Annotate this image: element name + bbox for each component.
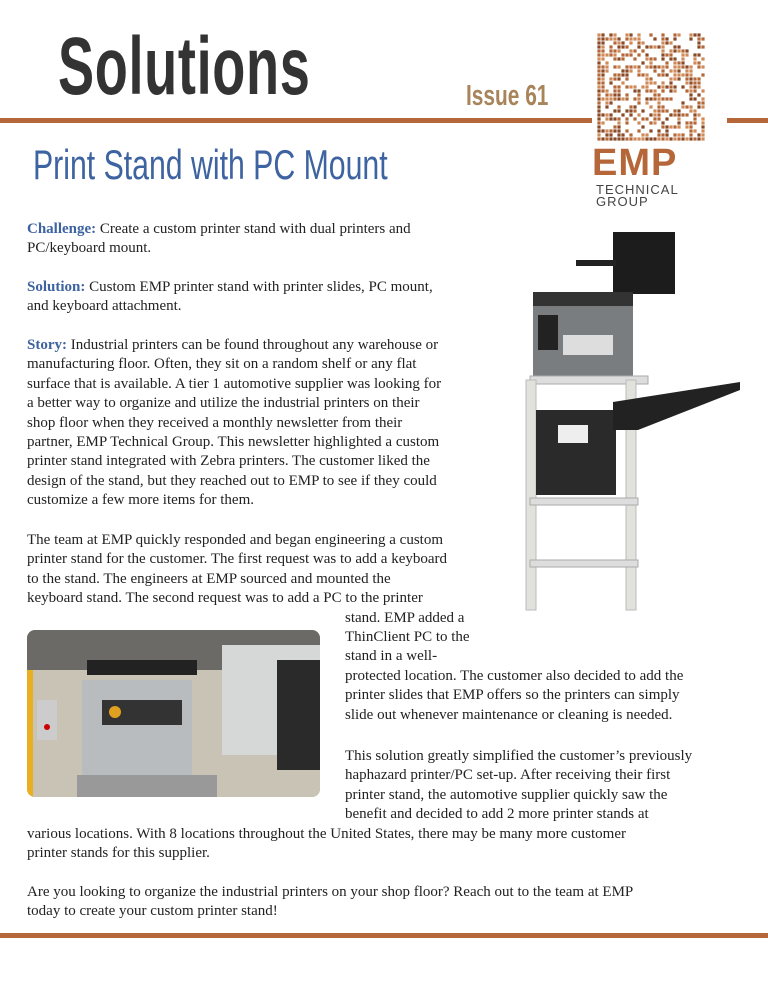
team-line: [345, 667, 683, 685]
challenge-line: [27, 239, 151, 257]
story-line: [27, 433, 439, 451]
challenge-line-text: PC/keyboard mount.: [27, 240, 152, 257]
closing-line-text: today to create your custom printer stand!: [27, 903, 278, 920]
team-line: [27, 570, 391, 588]
solution-line-text: and keyboard attachment.: [27, 298, 182, 315]
story-line-text: customize a few more items for them.: [27, 492, 255, 509]
result-line-text: haphazard printer/PC set-up. After receiving their first: [345, 767, 671, 784]
team-line-text: keyboard stand. The second request was to add a PC to the printer: [27, 590, 423, 607]
story-line: [27, 394, 420, 412]
result-line: [27, 825, 626, 843]
challenge-line-text: Create a custom printer stand with dual printers and: [99, 221, 411, 237]
logo-tagline-2: GROUP: [596, 194, 649, 209]
result-line-text: various locations. With 8 locations throughout the United States, there may be many more customer: [27, 825, 626, 842]
story-line-text: surface that is available. A tier 1 automotive supplier was looking for: [27, 375, 442, 392]
story-label: Story:: [27, 337, 67, 353]
story-line-text: printer stand integrated with Zebra printers. The customer liked the: [27, 453, 430, 470]
team-line: [345, 686, 680, 704]
story-line: [27, 355, 416, 373]
closing-line-text: Are you looking to organize the industrial printers on your shop floor? Reach out to the team at EMP: [27, 884, 634, 900]
challenge-label: Challenge:: [27, 221, 97, 237]
newsletter-title: Solutions: [58, 21, 311, 112]
logo-tagline-1: TECHNICAL: [596, 182, 679, 197]
story-line-text: design of the stand, but they reached out to EMP to see if they could: [27, 472, 437, 489]
header-divider-right: [727, 118, 768, 123]
team-line-text: to the stand. The engineers at EMP sourced and mounted the: [27, 570, 391, 587]
result-line-text: printer stand, the automotive supplier quickly saw the: [345, 786, 668, 803]
team-line-text: slide out whenever maintenance or cleaning is needed.: [345, 706, 673, 723]
solution-line-text: Custom EMP printer stand with printer slides, PC mount,: [89, 279, 433, 295]
solution-line: [27, 278, 433, 296]
result-line: [27, 844, 210, 862]
footer-divider: [0, 933, 768, 938]
story-line-text: Industrial printers can be found throughout any warehouse or: [70, 337, 439, 353]
team-line-text: The team at EMP quickly responded and began engineering a custom: [27, 532, 443, 548]
team-line: [345, 628, 470, 646]
team-line-text: stand in a well-: [345, 648, 438, 665]
result-line-text: benefit and decided to add 2 more printer stands at: [345, 806, 649, 823]
result-line: [345, 805, 649, 823]
result-line: [345, 747, 692, 765]
story-line: [27, 336, 438, 354]
team-line-text: printer slides that EMP offers so the printers can simply: [345, 687, 680, 704]
closing-line: [27, 902, 278, 920]
team-line: [345, 609, 464, 627]
result-line-text: This solution greatly simplified the customer’s previously: [345, 748, 693, 764]
story-line: [27, 491, 254, 509]
solution-label: Solution:: [27, 279, 86, 295]
story-line: [27, 414, 402, 432]
closing-line: [27, 883, 633, 901]
team-line: [345, 706, 672, 724]
team-line-text: protected location. The customer also decided to add the: [345, 667, 684, 684]
story-line-text: a better way to organize and utilize the industrial printers on their: [27, 395, 420, 412]
challenge-line: [27, 220, 411, 238]
logo-emp: EMP: [592, 142, 678, 184]
story-line-text: shop floor when they received a monthly newsletter from their: [27, 414, 403, 431]
story-line-text: partner, EMP Technical Group. This newsletter highlighted a custom: [27, 434, 440, 450]
logo-pattern-icon: [597, 33, 705, 141]
issue-number: Issue 61: [466, 80, 549, 112]
result-line-text: printer stands for this supplier.: [27, 845, 210, 861]
story-line: [27, 375, 441, 393]
article-title: Print Stand with PC Mount: [33, 141, 388, 188]
logo-tagline: [596, 184, 679, 208]
story-line: [27, 452, 430, 470]
team-line-text: printer stand for the customer. The first request was to add a keyboard: [27, 551, 448, 568]
team-line-text: ThinClient PC to the: [345, 629, 470, 645]
team-line-text: stand. EMP added a: [345, 609, 465, 626]
story-line: [27, 472, 437, 490]
team-line: [27, 531, 443, 549]
result-line: [345, 786, 667, 804]
story-line-text: manufacturing floor. Often, they sit on a random shelf or any flat: [27, 356, 417, 373]
printer-stand-photo: [508, 230, 745, 615]
team-line: [345, 647, 437, 665]
result-line: [345, 766, 670, 784]
installed-stand-photo: [27, 630, 320, 797]
solution-line: [27, 297, 182, 315]
header-divider: [0, 118, 592, 123]
team-line: [27, 589, 423, 607]
team-line: [27, 550, 447, 568]
